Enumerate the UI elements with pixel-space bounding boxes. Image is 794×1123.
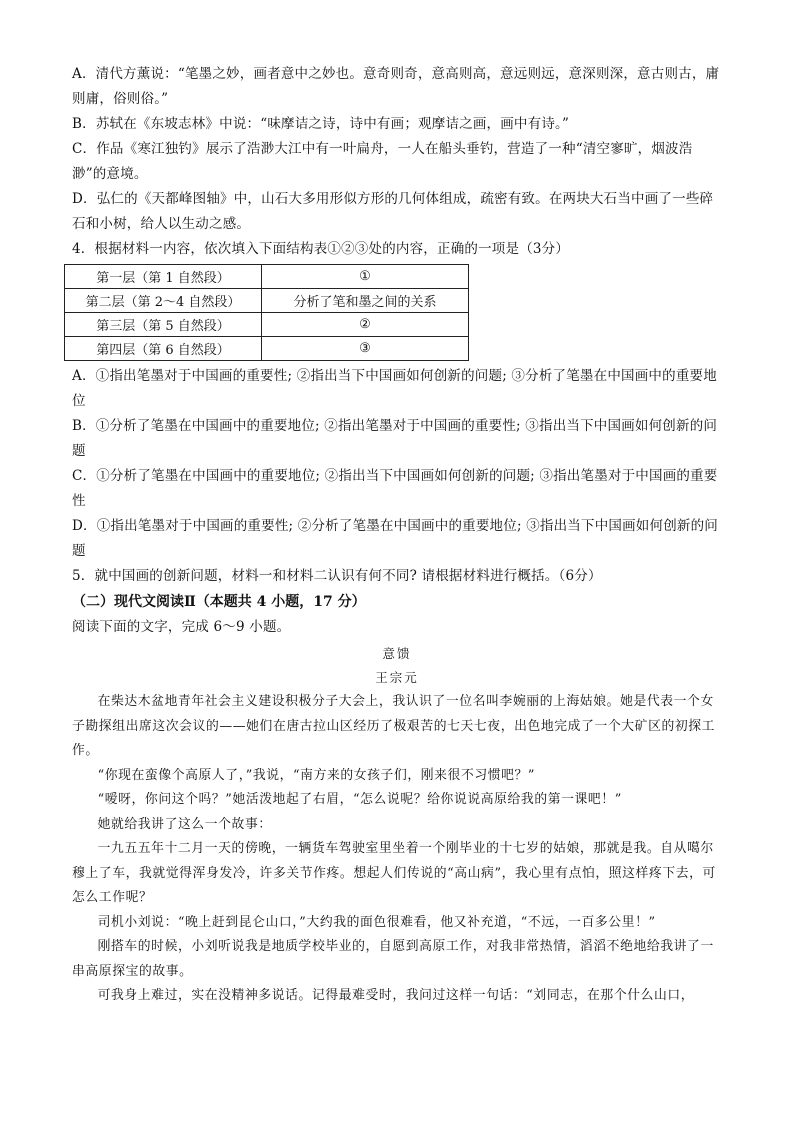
story-paragraph: 她就给我讲了这么一个故事： — [97, 816, 272, 832]
story-paragraph: 刚搭车的时候，小刘听说我是地质学校毕业的，自愿到高原工作，对我非常热情，滔滔不绝地给我讲了一串高原探宝的故事。 — [72, 939, 714, 979]
q4-stem: 4．根据材料一内容，依次填入下面结构表①②③处的内容，正确的一项是（3分） — [72, 241, 570, 257]
q4-option-b: B．①分析了笔墨在中国画中的重要地位; ②指出笔墨对于中国画的重要性; ③指出当下中国画如何创新的问题 — [72, 418, 718, 459]
table-row — [65, 337, 469, 361]
table-cell: 第二层（第 2～4 自然段） — [65, 289, 262, 313]
q4-option-d: D．①指出笔墨对于中国画的重要性; ②分析了笔墨在中国画中的重要地位; ③指出当下中国画如何创新的问题 — [72, 518, 719, 559]
q3-options — [72, 62, 722, 237]
table-row — [65, 289, 469, 313]
table-cell: ① — [262, 265, 469, 289]
story-paragraph: 司机小刘说：“晚上赶到昆仑山口，”大约我的面色很难看，他又补充道，“不远，一百多公里！” — [97, 914, 656, 930]
table-cell: ③ — [262, 337, 469, 361]
story-author: 王宗元 — [375, 670, 419, 685]
structure-table — [64, 264, 469, 361]
story-body — [72, 690, 722, 1009]
story-paragraph: 一九五五年十二月一天的傍晚，一辆货车驾驶室里坐着一个刚毕业的十七岁的姑娘，那就是我。自从噶尔穆上了车，我就觉得浑身发冷，许多关节作疼。想起人们传说的“高山病”，我心里有点怕，照这样疼下去，可怎么工作呢？ — [72, 841, 716, 905]
story-paragraph: “嗳呀，你问这个吗？”她活泼地起了右眉，“怎么说呢？给你说说高原给我的第一课吧！” — [97, 792, 622, 807]
table-row — [65, 313, 469, 337]
story-title: 意馈 — [382, 646, 412, 661]
q4-option-c: C．①分析了笔墨在中国画中的重要地位; ②指出当下中国画如何创新的问题; ③指出笔墨对于中国画的重要性 — [72, 468, 718, 509]
q5-stem: 5．就中国画的创新问题，材料一和材料二认识有何不同? 请根据材料进行概括。（6分） — [72, 568, 602, 584]
table-cell: 第一层（第 1 自然段） — [65, 265, 262, 289]
table-cell: 分析了笔和墨之间的关系 — [262, 289, 469, 313]
q4-option-a: A．①指出笔墨对于中国画的重要性; ②指出当下中国画如何创新的问题; ③分析了笔墨在中国画中的重要地位 — [72, 368, 717, 409]
q3-option-c: C．作品《寒江独钓》展示了浩渺大江中有一叶扁舟，一人在船头垂钓，营造了一种“清空寥旷，烟波浩渺”的意境。 — [72, 141, 693, 182]
q3-option-a: A．清代方薰说：“笔墨之妙，画者意中之妙也。意奇则奇，意高则高，意远则远，意深则深，意古则古，庸则庸，俗则俗。” — [72, 66, 720, 107]
reading-instruction: 阅读下面的文字，完成 6～9 小题。 — [72, 619, 291, 635]
story-paragraph: “你现在蛮像个高原人了，”我说，“南方来的女孩子们，刚来很不习惯吧？” — [97, 767, 536, 783]
exam-page — [72, 62, 722, 1009]
story-paragraph: 在柴达木盆地青年社会主义建设积极分子大会上，我认识了一位名叫李婉丽的上海姑娘。她是代表一个女子勘探组出席这次会议的——她们在唐古拉山区经历了极艰苦的七天七夜，出色地完成了一个大矿区的初探工作。 — [72, 694, 716, 758]
q3-option-b: B．苏轼在《东坡志林》中说：“味摩诘之诗，诗中有画；观摩诘之画，画中有诗。” — [72, 116, 570, 132]
q3-option-d: D．弘仁的《天都峰图轴》中，山石大多用形似方形的几何体组成，疏密有致。在两块大石当中画了一些碎石和小树，给人以生动之感。 — [72, 191, 714, 232]
section-title: （二）现代文阅读Ⅱ（本题共 4 小题，17 分） — [72, 594, 366, 610]
table-cell: 第三层（第 5 自然段） — [65, 313, 262, 337]
q4-options — [72, 364, 722, 564]
table-row — [65, 265, 469, 289]
story-paragraph: 可我身上难过，实在没精神多说话。记得最难受时，我问过这样一句话：“刘同志，在那个什么山口， — [97, 988, 695, 1003]
table-cell: 第四层（第 6 自然段） — [65, 337, 262, 361]
table-cell: ② — [262, 313, 469, 337]
